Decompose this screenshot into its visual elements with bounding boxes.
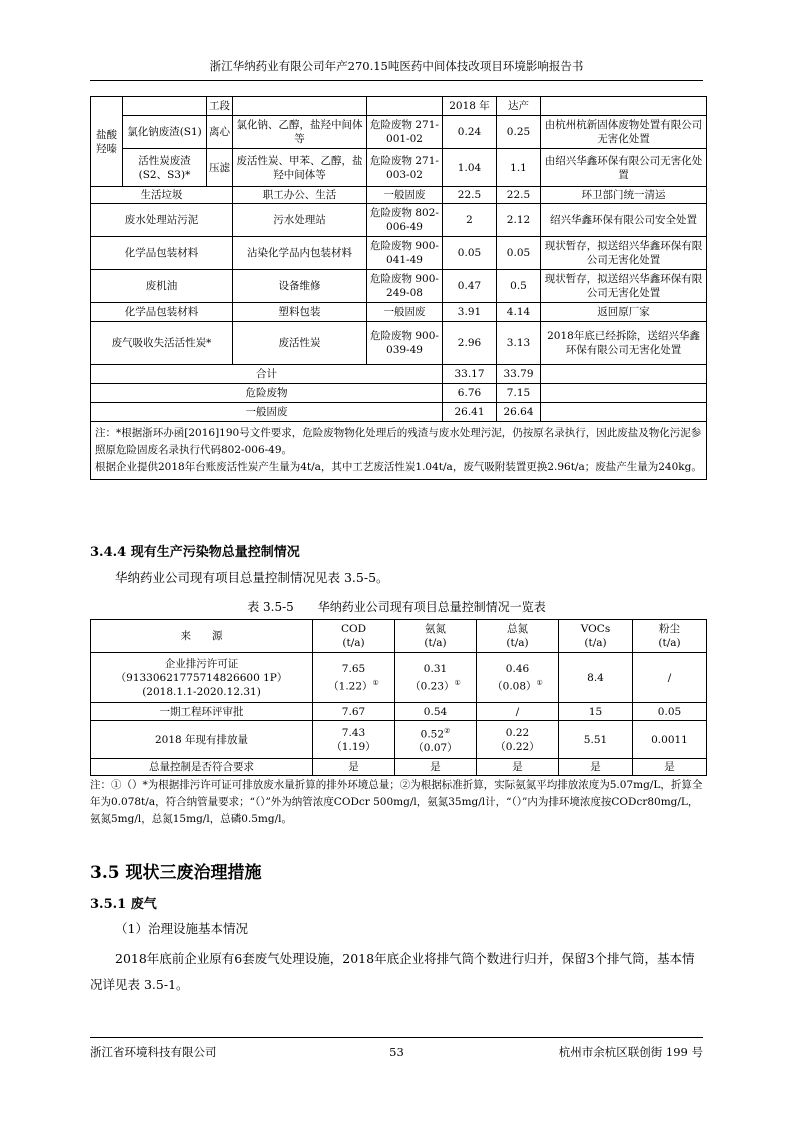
table-row: 废水处理站污泥 污水处理站 危险废物 802-006-49 2 2.12 绍兴华鑫环保有限公司安全处置 xyxy=(91,204,707,237)
table-row: 2018 年现有排放量 7.43 （1.19） 0.52② （0.07） 0.22 （0.22） 5.51 0.0011 xyxy=(91,721,707,759)
footer-address: 杭州市余杭区联创街 199 号 xyxy=(558,1045,703,1059)
table-row: 总量控制是否符合要求 是 是 是 是 是 xyxy=(91,759,707,776)
page-number: 53 xyxy=(389,1045,404,1059)
total-control-table xyxy=(90,619,707,776)
control-table-note: 注：①（）*为根据排污许可证可排放废水量折算的排外环境总量；②为根据标准折算，实际氨氮平均排放浓度为5.07mg/L，折算全年为0.078t/a，符合纳管量要求；“（）”外为纳管浓度CODcr 500mg/l，氨氮35mg/l计，“（）”内为排环境浓度按CODcr80mg/L，氨氮5mg/l，总氮15mg/l，总磷0.5mg/l。 xyxy=(90,779,703,825)
table-note: 注：*根据浙环办函[2016]190号文件要求，危险废物物化处理后的残渣与废水处理污泥，仍按原名录执行，因此废盐及物化污泥参照原危险固废名录执行代码802-006-49。 根据企业提供2018年台账废活性炭产生量为4t/a，其中工艺废活性炭1.04t/a，废气吸附装置更换2.96t/a；废盐产生量为240kg。 xyxy=(91,422,707,480)
header-title: 浙江华纳药业有限公司年产270.15吨医药中间体技改项目环境影响报告书 xyxy=(209,59,584,73)
header-cod: COD (t/a) xyxy=(313,620,395,653)
list-item: （1）治理设施基本情况 xyxy=(115,921,248,936)
table-caption: 表 3.5-5 华纳药业公司现有项目总量控制情况一览表 xyxy=(247,600,546,614)
table-row: 化学品包装材料 塑料包装 一般固废 3.91 4.14 返回原厂家 xyxy=(91,303,707,322)
table-row: 化学品包装材料 沾染化学品内包装材料 危险废物 900-041-49 0.05 0.05 现状暂存，拟送绍兴华鑫环保有限公司无害化处置 xyxy=(91,237,707,270)
table-row: 活性炭废渣(S2、S3)* 压滤 废活性炭、甲苯、乙醇，盐羟中间体等 危险废物 271-003-02 1.04 1.1 由绍兴华鑫环保有限公司无害化处置 xyxy=(91,149,707,187)
table-row: 盐酸羟嗪 工段 2018 年 达产 xyxy=(91,97,707,116)
table-row: 企业排污许可证 （91330621775714826600 1P） (2018.1.1-2020.12.31) 7.65 （1.22）① 0.31 （0.23）① 0.46 （0.08）① 8.4 / xyxy=(91,653,707,703)
solid-waste-table xyxy=(90,96,707,480)
header-total-nitrogen: 总氮 (t/a) xyxy=(477,620,559,653)
page-header xyxy=(90,56,703,81)
group-label: 盐酸羟嗪 xyxy=(91,97,123,187)
paragraph: 华纳药业公司现有项目总量控制情况见表 3.5-5。 xyxy=(115,570,389,585)
header-vocs: VOCs (t/a) xyxy=(559,620,633,653)
table-row: 废机油 设备维修 危险废物 900-249-08 0.47 0.5 现状暂存，拟送绍兴华鑫环保有限公司无害化处置 xyxy=(91,270,707,303)
section-title-344: 3.4.4 现有生产污染物总量控制情况 xyxy=(90,545,300,560)
page-footer xyxy=(90,1037,703,1066)
table-row: 废气吸收失活活性炭* 废活性炭 危险废物 900-039-49 2.96 3.13 2018年底已经拆除，送绍兴华鑫环保有限公司无害化处置 xyxy=(91,322,707,365)
stage-header: 工段 xyxy=(207,97,233,116)
total-row: 合计 33.17 33.79 xyxy=(91,365,707,384)
table-row: 氯化钠废渣(S1) 离心 氯化钠、乙醇，盐羟中间体等 危险废物 271-001-02 0.24 0.25 由杭州杭新固体废物处置有限公司无害化处置 xyxy=(91,116,707,149)
subsection-title: 3.5.1 废气 xyxy=(90,897,157,912)
total-row: 危险废物 6.76 7.15 xyxy=(91,384,707,403)
paragraph: 2018年底前企业原有6套废气处理设施，2018年底企业将排气筒个数进行归并，保留3个排气筒，基本情况详见表 3.5-1。 xyxy=(90,951,695,992)
section-title-35: 3.5 现状三废治理措施 xyxy=(90,863,262,883)
header-ammonia: 氨氮 (t/a) xyxy=(395,620,477,653)
header-dust: 粉尘 (t/a) xyxy=(633,620,707,653)
total-row: 一般固废 26.41 26.64 xyxy=(91,403,707,422)
header-source: 来 源 xyxy=(91,620,313,653)
table-row: 生活垃圾 职工办公、生活 一般固废 22.5 22.5 环卫部门统一清运 xyxy=(91,187,707,204)
table-header-row xyxy=(91,620,707,653)
table-note-row xyxy=(91,422,707,480)
footer-company: 浙江省环境科技有限公司 xyxy=(90,1045,217,1059)
table-row: 一期工程环评审批 7.67 0.54 / 15 0.05 xyxy=(91,703,707,721)
